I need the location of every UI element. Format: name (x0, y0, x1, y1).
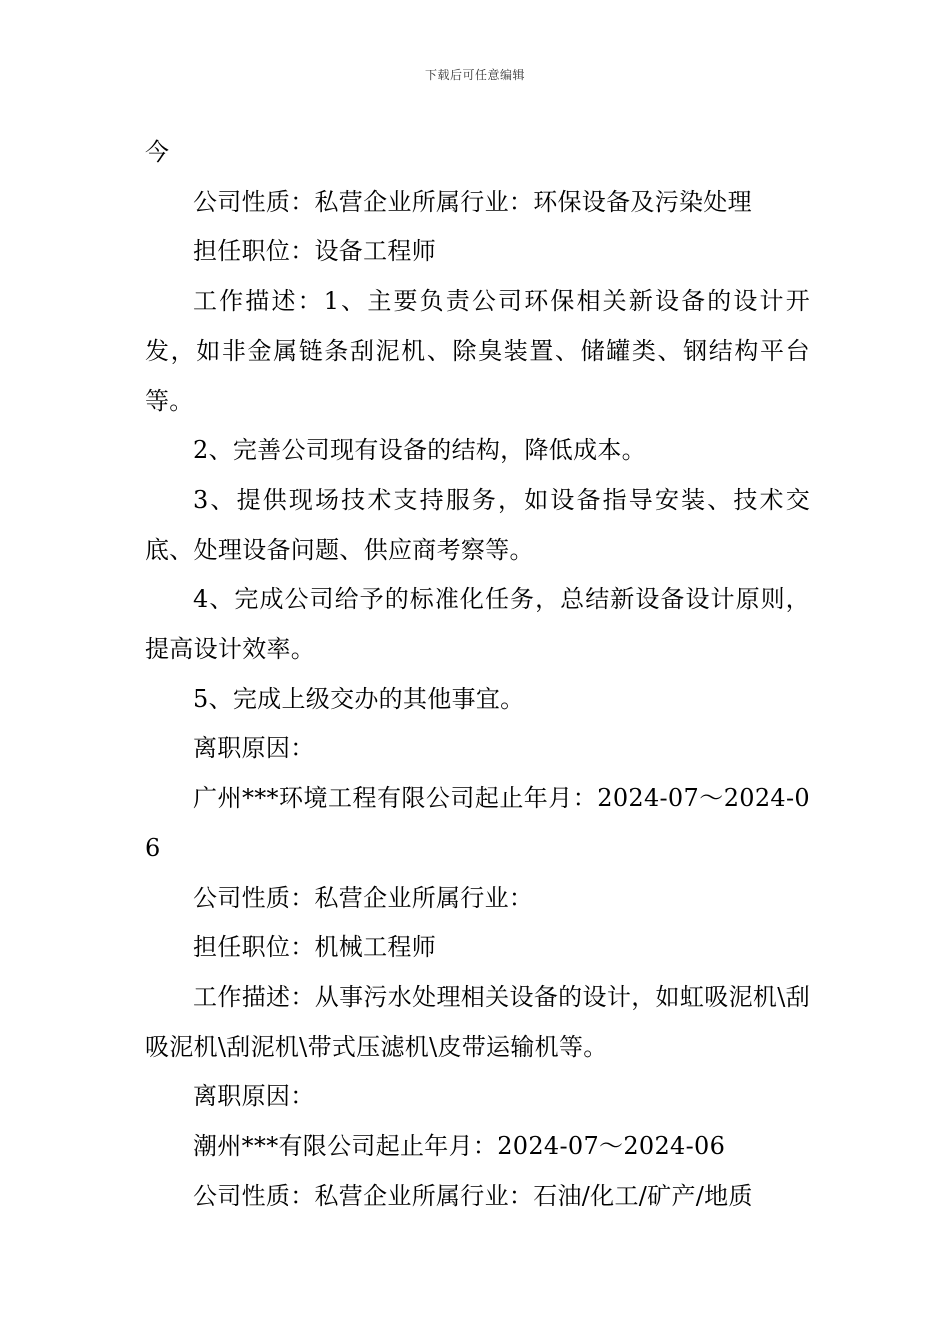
paragraph-company-nature-1: 公司性质：私营企业所属行业：环保设备及污染处理 (193, 187, 752, 216)
paragraph-position-2: 担任职位：机械工程师 (193, 933, 436, 962)
page-header-note: 下载后可任意编辑 (424, 68, 525, 82)
paragraph-duty-2: 2、完善公司现有设备的结构，降低成本。 (193, 436, 646, 465)
paragraph-leaving-reason-1: 离职原因： (193, 734, 315, 763)
paragraph-continuation: 今 (145, 138, 170, 166)
paragraph-company-guangzhou: 广州***环境工程有限公司起止年月：2024-07～2024-06 (145, 784, 810, 862)
paragraph-job-description-2: 工作描述：从事污水处理相关设备的设计，如虹吸泥机\刮吸泥机\刮泥机\带式压滤机\皮带运输机等。 (145, 982, 810, 1061)
paragraph-duty-3: 3、提供现场技术支持服务，如设备指导安装、技术交底、处理设备问题、供应商考察等。 (145, 485, 810, 564)
document-body (145, 128, 810, 1221)
paragraph-company-nature-3: 公司性质：私营企业所属行业：石油/化工/矿产/地质 (193, 1181, 753, 1210)
paragraph-job-description-1: 工作描述：1、主要负责公司环保相关新设备的设计开发，如非金属链条刮泥机、除臭装置、储罐类、钢结构平台等。 (145, 287, 810, 415)
paragraph-duty-4: 4、完成公司给予的标准化任务，总结新设备设计原则，提高设计效率。 (145, 585, 810, 664)
paragraph-company-nature-2: 公司性质：私营企业所属行业： (193, 883, 534, 912)
paragraph-company-chaozhou: 潮州***有限公司起止年月：2024-07～2024-06 (193, 1132, 726, 1161)
paragraph-leaving-reason-2: 离职原因： (193, 1082, 315, 1111)
paragraph-position-1: 担任职位：设备工程师 (193, 237, 436, 266)
paragraph-duty-5: 5、完成上级交办的其他事宜。 (193, 684, 525, 713)
